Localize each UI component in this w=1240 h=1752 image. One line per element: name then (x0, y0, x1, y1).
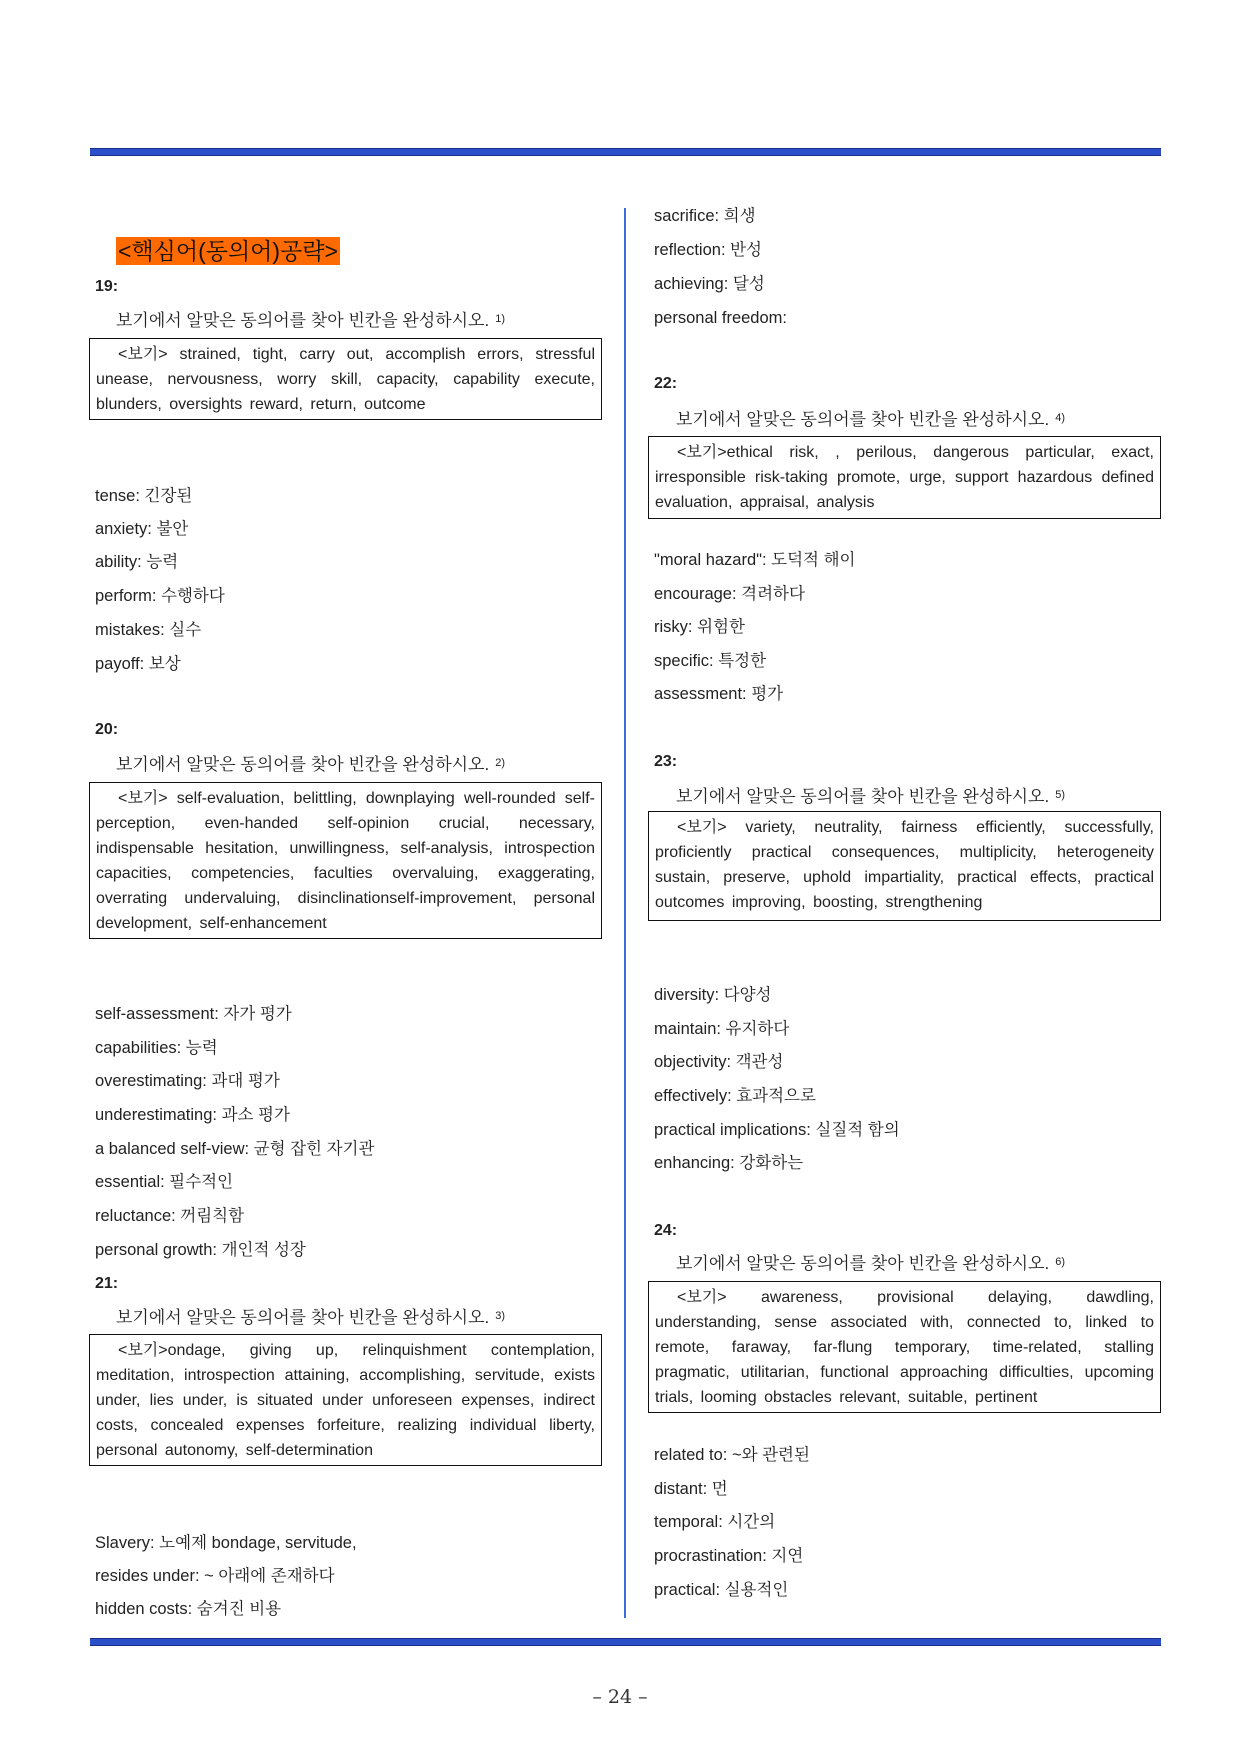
list-item: assessment: 평가 (654, 685, 784, 703)
word-box-22 (648, 436, 1161, 519)
footnote-ref: 3) (495, 1310, 505, 1322)
instruction-20 (116, 752, 505, 776)
list-item: personal freedom: (654, 309, 787, 327)
top-rule (90, 148, 1161, 156)
instruction-24 (676, 1251, 1065, 1275)
question-number-20: 20: (95, 721, 119, 738)
list-item: specific: 특정한 (654, 652, 767, 670)
instruction-text: 보기에서 알맞은 동의어를 찾아 빈칸을 완성하시오. (116, 311, 490, 330)
list-item: underestimating: 과소 평가 (95, 1106, 290, 1124)
list-item: related to: ~와 관련된 (654, 1446, 810, 1464)
word-box-24 (648, 1281, 1161, 1413)
list-item: effectively: 효과적으로 (654, 1087, 816, 1105)
list-item: self-assessment: 자가 평가 (95, 1005, 292, 1023)
question-number-21: 21: (95, 1275, 119, 1292)
list-item: anxiety: 불안 (95, 520, 189, 538)
list-item: "moral hazard": 도덕적 해이 (654, 551, 856, 569)
list-item: enhancing: 강화하는 (654, 1154, 804, 1172)
list-item: a balanced self-view: 균형 잡힌 자기관 (95, 1140, 375, 1158)
word-box-text: <보기> strained, tight, carry out, accomplish errors, stressful unease, nervousness, worry skill, capacity, capability execute, blunders, oversights reward, return, outcome (96, 346, 595, 413)
section-heading: <핵심어(동의어)공략> (118, 238, 338, 264)
list-item: resides under: ~ 아래에 존재하다 (95, 1567, 335, 1585)
word-box-21 (89, 1334, 602, 1466)
word-box-text: <보기> variety, neutrality, fairness efficiently, successfully, proficiently practical consequences, multiplicity, heterogeneity sustain, preserve, uphold impartiality, practical effects, practical outcomes improving, boosting, strengthening (655, 819, 1154, 911)
list-item: objectivity: 객관성 (654, 1053, 784, 1071)
list-item: capabilities: 능력 (95, 1039, 218, 1057)
instruction-text: 보기에서 알맞은 동의어를 찾아 빈칸을 완성하시오. (676, 410, 1050, 429)
list-item: reflection: 반성 (654, 241, 762, 259)
list-item: distant: 먼 (654, 1480, 728, 1498)
list-item: practical implications: 실질적 함의 (654, 1121, 900, 1139)
question-number-22: 22: (654, 375, 678, 392)
instruction-21 (116, 1305, 505, 1329)
instruction-19 (116, 308, 505, 332)
list-item: tense: 긴장된 (95, 487, 193, 505)
list-item: temporal: 시간의 (654, 1513, 776, 1531)
word-box-23 (648, 811, 1161, 921)
column-divider (624, 208, 626, 1618)
word-box-text: <보기> awareness, provisional delaying, dawdling, understanding, sense associated with, connected to, linked to remote, faraway, far-flung temporary, time-related, stalling pragmatic, utilitarian, functional approaching difficulties, upcoming trials, looming obstacles relevant, suitable, pertinent (655, 1289, 1154, 1406)
list-item: procrastination: 지연 (654, 1547, 804, 1565)
list-item: risky: 위험한 (654, 618, 745, 636)
page-number: – 24 – (592, 1686, 648, 1708)
question-number-19: 19: (95, 278, 119, 295)
instruction-text: 보기에서 알맞은 동의어를 찾아 빈칸을 완성하시오. (116, 755, 490, 774)
instruction-text: 보기에서 알맞은 동의어를 찾아 빈칸을 완성하시오. (676, 1254, 1050, 1273)
footnote-ref: 2) (495, 757, 505, 769)
list-item: achieving: 달성 (654, 275, 765, 293)
word-box-text: <보기> self-evaluation, belittling, downplaying well-rounded self-perception, even-handed self-opinion crucial, necessary, indispensable hesitation, unwillingness, self-analysis, introspection capacities, competencies, faculties overvaluing, exaggerating, overrating undervaluing, disinclinationself-improvement, personal development, self-enhancement (96, 790, 595, 932)
list-item: Slavery: 노예제 bondage, servitude, (95, 1534, 357, 1552)
list-item: reluctance: 꺼림칙함 (95, 1207, 245, 1225)
word-box-text: <보기>ethical risk, , perilous, dangerous particular, exact, irresponsible risk-taking promote, urge, support hazardous defined evaluation, appraisal, analysis (655, 444, 1154, 511)
list-item: hidden costs: 숨겨진 비용 (95, 1600, 282, 1618)
question-number-23: 23: (654, 753, 678, 770)
list-item: perform: 수행하다 (95, 587, 225, 605)
list-item: maintain: 유지하다 (654, 1020, 790, 1038)
list-item: encourage: 격려하다 (654, 585, 805, 603)
list-item: ability: 능력 (95, 553, 179, 571)
footnote-ref: 6) (1055, 1256, 1065, 1268)
list-item: diversity: 다양성 (654, 986, 772, 1004)
instruction-23 (676, 784, 1065, 808)
footnote-ref: 5) (1055, 789, 1065, 801)
list-item: payoff: 보상 (95, 655, 181, 673)
list-item: overestimating: 과대 평가 (95, 1072, 280, 1090)
word-box-19 (89, 338, 602, 420)
bottom-rule (90, 1638, 1161, 1646)
list-item: personal growth: 개인적 성장 (95, 1241, 306, 1259)
instruction-text: 보기에서 알맞은 동의어를 찾아 빈칸을 완성하시오. (116, 1308, 490, 1327)
list-item: mistakes: 실수 (95, 621, 202, 639)
list-item: sacrifice: 희생 (654, 207, 756, 225)
list-item: practical: 실용적인 (654, 1581, 789, 1599)
instruction-text: 보기에서 알맞은 동의어를 찾아 빈칸을 완성하시오. (676, 787, 1050, 806)
question-number-24: 24: (654, 1222, 678, 1239)
word-box-text: <보기>ondage, giving up, relinquishment contemplation, meditation, introspection attaining, accomplishing, servitude, exists under, lies under, is situated under unforeseen expenses, indirect costs, concealed expenses forfeiture, realizing individual liberty, personal autonomy, self-determination (96, 1342, 595, 1459)
footnote-ref: 4) (1055, 412, 1065, 424)
list-item: essential: 필수적인 (95, 1173, 234, 1191)
word-box-20 (89, 782, 602, 939)
footnote-ref: 1) (495, 313, 505, 325)
instruction-22 (676, 407, 1065, 431)
